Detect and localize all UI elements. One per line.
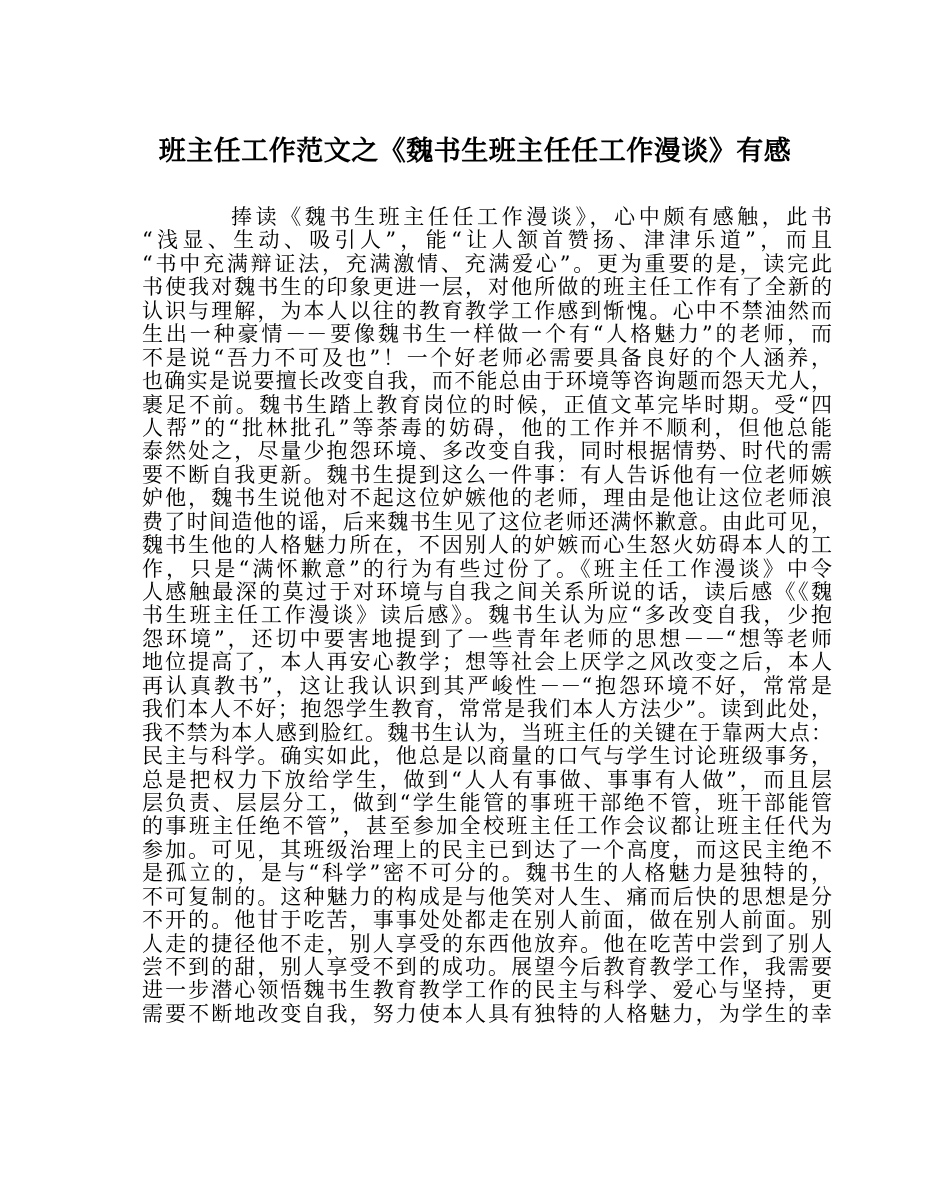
text-line: 要不断自我更新。魏书生提到这么一件事：有人告诉他有一位老师嫉 — [142, 462, 832, 487]
body-paragraph — [142, 206, 832, 1026]
text-line: 参加。可见，其班级治理上的民主已到达了一个高度，而这民主绝不 — [142, 837, 832, 862]
text-line: 作，只是“满怀歉意”的行为有些过份了。《班主任工作漫谈》中令 — [142, 556, 832, 581]
text-line: 魏书生他的人格魅力所在，不因别人的妒嫉而心生怒火妨碍本人的工 — [142, 533, 832, 558]
text-line: 人帮”的“批林批孔”等荼毒的妨碍，他的工作并不顺利，但他总能 — [142, 415, 832, 440]
text-line: 妒他，魏书生说他对不起这位妒嫉他的老师，理由是他让这位老师浪 — [142, 486, 832, 511]
text-line: 生出一种豪情－－要像魏书生一样做一个有“人格魅力”的老师，而 — [142, 322, 832, 347]
text-line: 层负责、层层分工，做到“学生能管的事班干部绝不管，班干部能管 — [142, 790, 832, 815]
text-line: 也确实是说要擅长改变自我，而不能总由于环境等咨询题而怨天尤人， — [142, 369, 832, 394]
text-line: 泰然处之，尽量少抱怨环境、多改变自我，同时根据情势、时代的需 — [142, 439, 832, 464]
text-line: 怨环境”，还切中要害地提到了一些青年老师的思想－－“想等老师 — [142, 626, 832, 651]
text-line: 总是把权力下放给学生，做到“人人有事做、事事有人做”，而且层 — [142, 767, 832, 792]
text-line: 裹足不前。魏书生踏上教育岗位的时候，正值文革完毕时期。受“四 — [142, 392, 832, 417]
text-line: 认识与理解，为本人以往的教育教学工作感到惭愧。心中不禁油然而 — [142, 298, 832, 323]
text-line: 尝不到的甜，别人享受不到的成功。展望今后教育教学工作，我需要 — [142, 955, 832, 979]
text-line: 我们本人不好；抱怨学生教育，常常是我们本人方法少”。读到此处， — [142, 697, 832, 722]
text-line: 书生班主任工作漫谈》读后感》。魏书生认为应“多改变自我，少抱 — [142, 603, 832, 628]
page-title: 班主任工作范文之《魏书生班主任任工作漫谈》有感 — [158, 136, 792, 167]
text-line: 再认真教书”，这让我认识到其严峻性－－“抱怨环境不好，常常是 — [142, 673, 832, 698]
text-line: 捧读《魏书生班主任任工作漫谈》，心中颇有感触，此书 — [231, 205, 832, 229]
text-line: 费了时间造他的谣，后来魏书生见了这位老师还满怀歉意。由此可见， — [142, 509, 832, 534]
text-line: “浅显、生动、吸引人”，能“让人颔首赞扬、津津乐道”，而且 — [142, 228, 832, 253]
text-line: 人感触最深的莫过于对环境与自我之间关系所说的话，读后感《《魏 — [142, 580, 832, 604]
text-line: 需要不断地改变自我，努力使本人具有独特的人格魅力，为学生的幸 — [142, 1001, 832, 1026]
text-line: 民主与科学。确实如此，他总是以商量的口气与学生讨论班级事务， — [142, 744, 832, 769]
text-line: 进一步潜心领悟魏书生教育教学工作的民主与科学、爱心与坚持，更 — [142, 978, 832, 1003]
text-line: 不是说“吾力不可及也”！一个好老师必需要具备良好的个人涵养， — [142, 345, 832, 370]
text-line: “书中充满辩证法，充满激情、充满爱心”。更为重要的是，读完此 — [142, 251, 832, 276]
text-line: 人走的捷径他不走，别人享受的东西他放弃。他在吃苦中尝到了别人 — [142, 931, 832, 956]
text-line: 不开的。他甘于吃苦，事事处处都走在别人前面，做在别人前面。别 — [142, 908, 832, 933]
text-line: 地位提高了，本人再安心教学；想等社会上厌学之风改变之后，本人 — [142, 650, 832, 675]
text-line: 的事班主任绝不管”，甚至参加全校班主任工作会议都让班主任代为 — [142, 814, 832, 839]
text-line: 是孤立的，是与“科学”密不可分的。魏书生的人格魅力是独特的， — [142, 861, 832, 886]
text-line: 书使我对魏书生的印象更进一层，对他所做的班主任工作有了全新的 — [142, 275, 832, 300]
text-line: 我不禁为本人感到脸红。魏书生认为，当班主任的关键在于靠两大点： — [142, 720, 832, 745]
text-line: 不可复制的。这种魅力的构成是与他笑对人生、痛而后快的思想是分 — [142, 884, 832, 909]
